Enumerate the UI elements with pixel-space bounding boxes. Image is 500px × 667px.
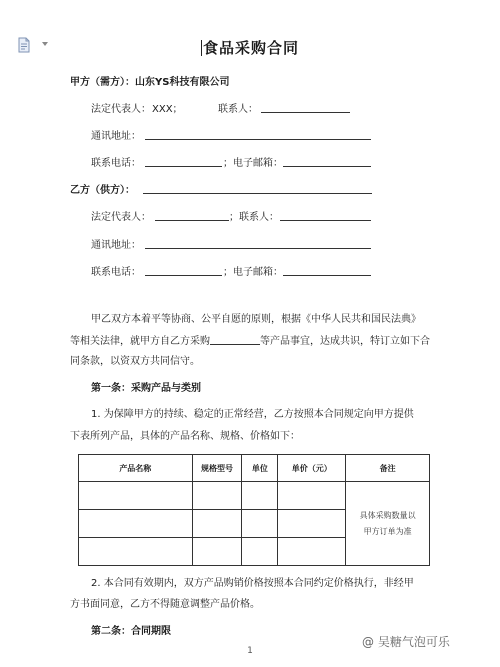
table-header-row	[79, 455, 430, 482]
party-a-contact-field[interactable]	[261, 112, 350, 113]
purchase-product-blank[interactable]	[210, 334, 260, 345]
table-cell[interactable]	[192, 538, 242, 566]
article-1-p1-line1: 1. 为保障甲方的持续、稳定的正常经营，乙方按照本合同规定向甲方提供	[91, 409, 414, 420]
party-a-phone-label: 联系电话：	[91, 158, 141, 169]
header-remark: 备注	[346, 455, 430, 482]
party-a-contact-label: 联系人：	[218, 104, 258, 115]
table-cell[interactable]	[278, 510, 346, 538]
party-b-legal-rep-field[interactable]	[155, 220, 229, 221]
table-cell[interactable]	[192, 510, 242, 538]
party-b-contact-label: ；联系人：	[229, 212, 279, 223]
party-a-heading: 甲方（需方）：山东YS科技有限公司	[70, 77, 230, 88]
party-b-address-field[interactable]	[145, 248, 371, 249]
party-a-address-label: 通讯地址：	[91, 131, 141, 142]
header-product-name: 产品名称	[79, 455, 193, 482]
remark-cell: 具体采购数量以 甲方订单为准	[346, 482, 430, 566]
page-number: 1	[247, 646, 253, 656]
party-b-contact-field[interactable]	[280, 220, 371, 221]
party-a-name: 山东YS科技有限公司	[135, 77, 230, 88]
article-1-p2-line2: 方书面同意，乙方不得随意调整产品价格。	[70, 599, 260, 610]
party-a-address-field[interactable]	[145, 139, 371, 140]
party-b-name-field[interactable]	[143, 193, 372, 194]
table-cell[interactable]	[79, 482, 193, 510]
header-spec: 规格型号	[192, 455, 242, 482]
article-1-p2-line1: 2. 本合同有效期内，双方产品购销价格按照本合同约定价格执行，非经甲	[91, 578, 414, 589]
product-table	[78, 454, 430, 566]
article-1-p1-line2: 下表所列产品，具体的产品名称、规格、价格如下：	[70, 431, 300, 442]
party-b-email-field[interactable]	[283, 275, 371, 276]
party-b-legal-rep-label: 法定代表人：	[91, 212, 151, 223]
table-cell[interactable]	[242, 482, 278, 510]
party-a-legal-rep-label: 法定代表人：	[91, 104, 151, 115]
article-1-heading: 第一条：采购产品与类别	[91, 383, 201, 394]
party-b-phone-field[interactable]	[145, 275, 222, 276]
party-a-legal-rep-value: XXX；	[152, 104, 183, 115]
table-cell[interactable]	[79, 538, 193, 566]
intro-line-2: 等相关法律，就甲方自乙方采购 等产品事宜，达成共识，特订立如下合	[70, 336, 430, 347]
party-b-heading: 乙方（供方）：	[70, 185, 135, 196]
table-cell[interactable]	[278, 482, 346, 510]
watermark-text: @ 吴糖气泡可乐	[362, 635, 450, 649]
article-2-heading: 第二条：合同期限	[91, 626, 171, 637]
intro-line-1: 甲乙双方本着平等协商、公平自愿的原则，根据《中华人民共和国民法典》	[91, 314, 421, 325]
party-a-phone-field[interactable]	[145, 166, 222, 167]
party-a-email-label: ；电子邮箱：	[223, 158, 283, 169]
title-text: 食品采购合同	[202, 39, 299, 57]
party-b-email-label: ；电子邮箱：	[223, 267, 283, 278]
table-cell[interactable]	[79, 510, 193, 538]
table-cell[interactable]	[242, 538, 278, 566]
document-title	[0, 37, 500, 58]
table-cell[interactable]	[192, 482, 242, 510]
text-cursor	[201, 40, 202, 56]
party-b-phone-label: 联系电话：	[91, 267, 141, 278]
table-cell[interactable]	[278, 538, 346, 566]
party-a-email-field[interactable]	[283, 166, 371, 167]
header-unit: 单位	[242, 455, 278, 482]
header-unit-price: 单价（元）	[278, 455, 346, 482]
intro-line-3: 同条款，以资双方共同信守。	[70, 356, 200, 367]
table-row	[79, 482, 430, 510]
party-b-address-label: 通讯地址：	[91, 240, 141, 251]
table-cell[interactable]	[242, 510, 278, 538]
